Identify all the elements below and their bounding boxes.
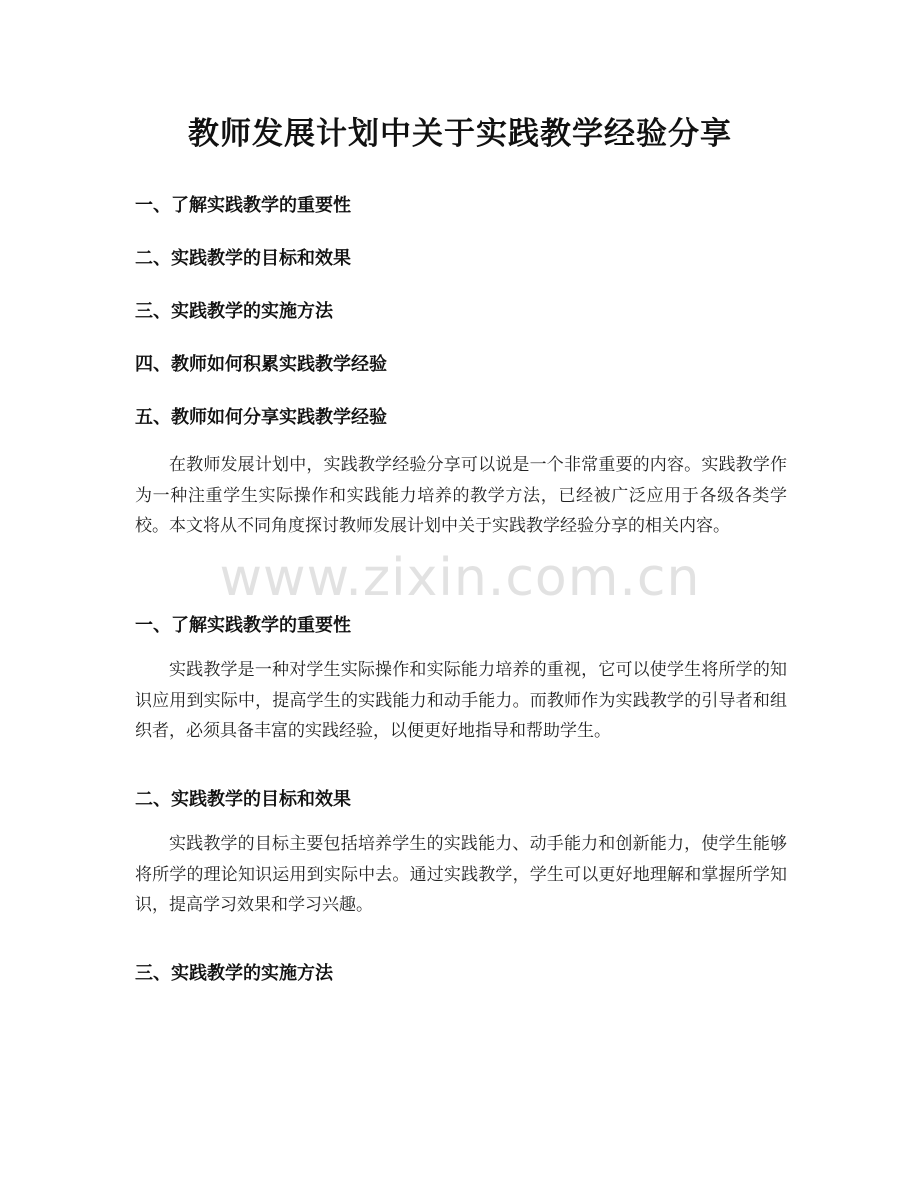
section-3-heading: 三、实践教学的实施方法: [135, 963, 333, 984]
toc-item-4: 四、教师如何积累实践教学经验: [135, 354, 387, 375]
toc-item-3: 三、实践教学的实施方法: [135, 301, 333, 322]
section-1-body: 实践教学是一种对学生实际操作和实际能力培养的重视，它可以使学生将所学的知识应用到实际中，提高学生的实践能力和动手能力。而教师作为实践教学的引导者和组织者，必须具备丰富的实践经验，以便更好地指导和帮助学生。: [135, 660, 787, 741]
toc-item-1: 一、了解实践教学的重要性: [135, 195, 351, 216]
section-1-heading: 一、了解实践教学的重要性: [135, 615, 351, 636]
section-2-heading: 二、实践教学的目标和效果: [135, 789, 351, 810]
section-2-body: 实践教学的目标主要包括培养学生的实践能力、动手能力和创新能力，使学生能够将所学的理论知识运用到实际中去。通过实践教学，学生可以更好地理解和掌握所学知识，提高学习效果和学习兴趣。: [135, 834, 787, 915]
toc-item-5: 五、教师如何分享实践教学经验: [135, 407, 387, 428]
watermark: www.zixin.com.cn: [219, 548, 701, 608]
document-title: 教师发展计划中关于实践教学经验分享: [188, 116, 732, 152]
intro-paragraph: 在教师发展计划中，实践教学经验分享可以说是一个非常重要的内容。实践教学作为一种注重学生实际操作和实践能力培养的教学方法，已经被广泛应用于各级各类学校。本文将从不同角度探讨教师发展计划中关于实践教学经验分享的相关内容。: [135, 455, 787, 536]
toc-item-2: 二、实践教学的目标和效果: [135, 248, 351, 269]
